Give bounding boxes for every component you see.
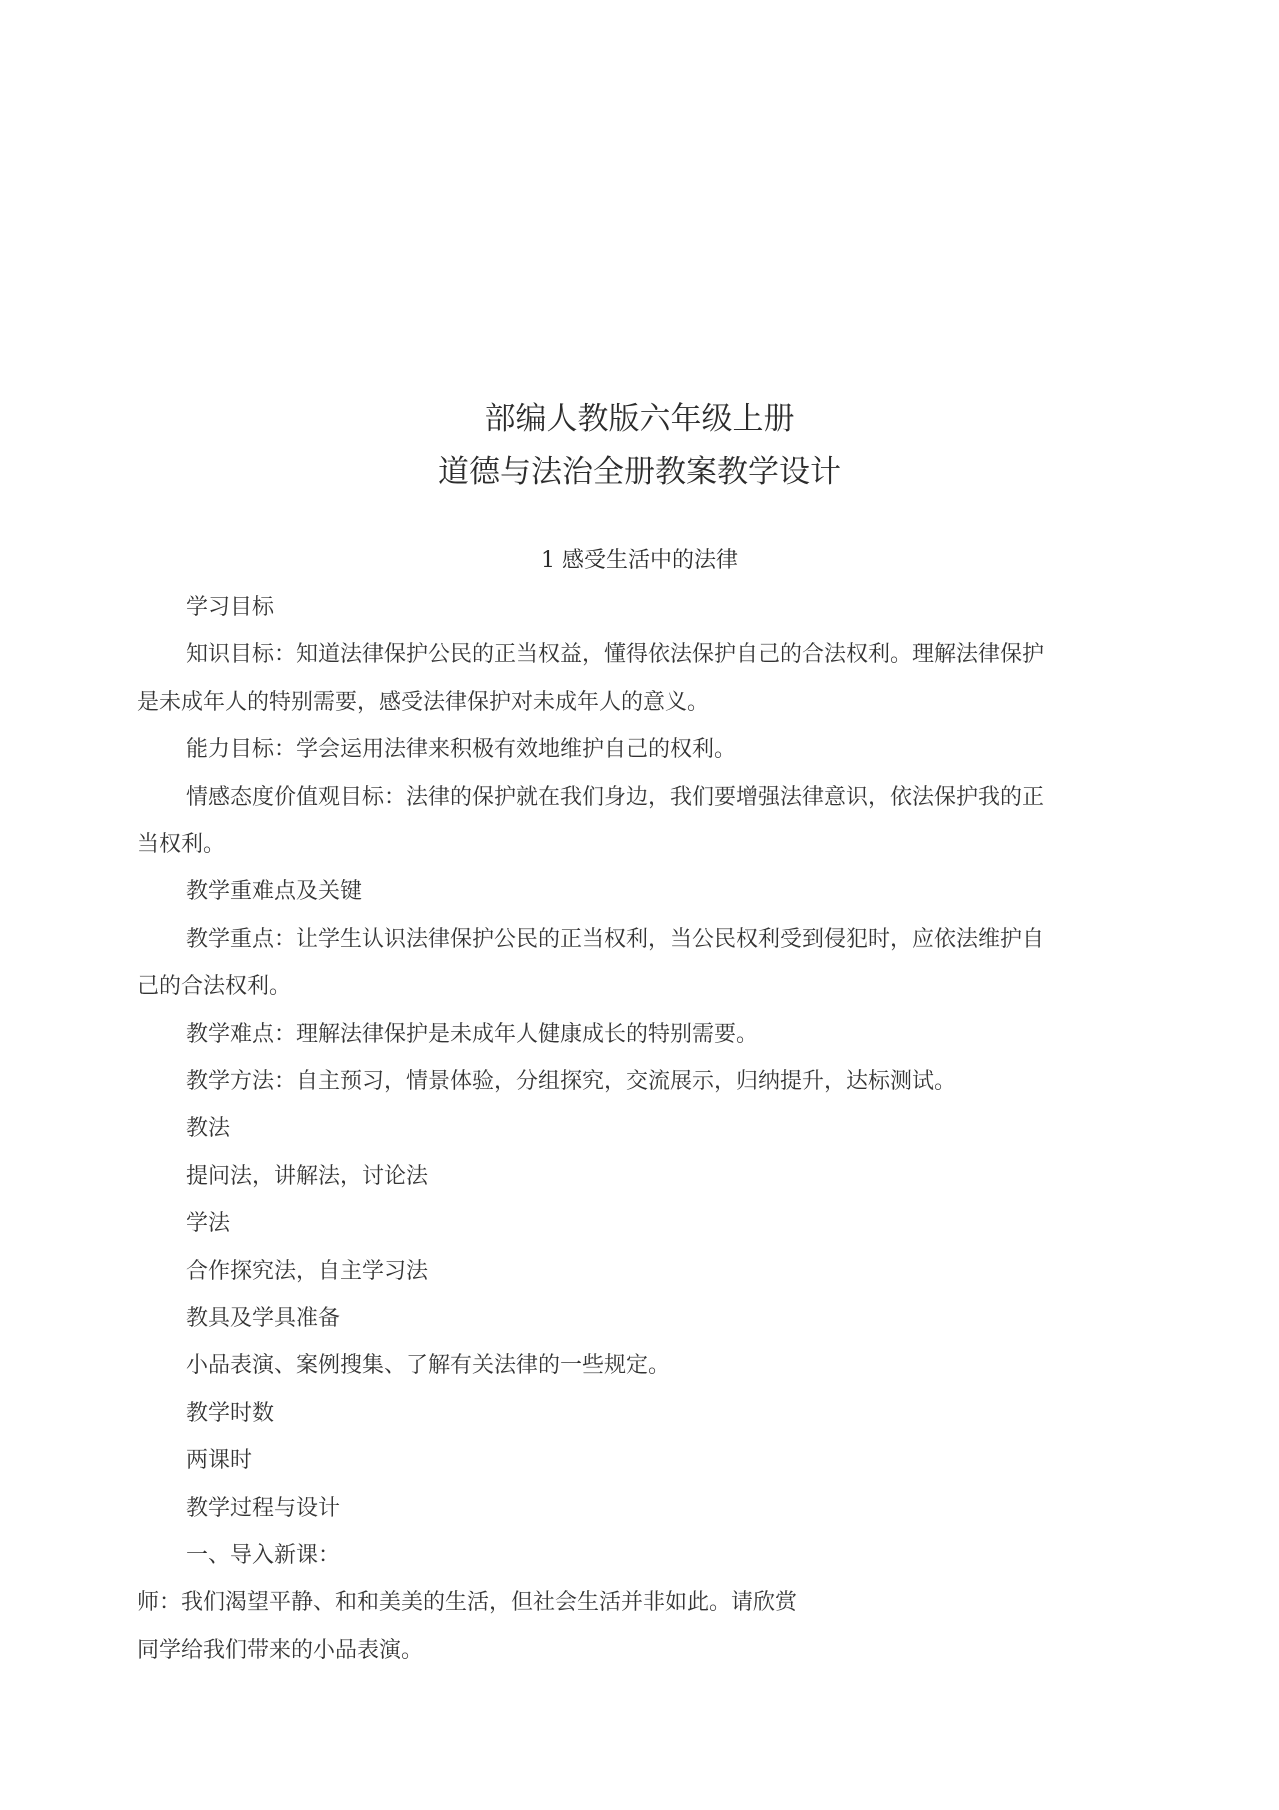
heading-learning-method: 学法 — [186, 1211, 231, 1236]
paragraph-line: 是未成年人的特别需要，感受法律保护对未成年人的意义。 — [137, 690, 710, 715]
paragraph-line: 能力目标：学会运用法律来积极有效地维护自己的权利。 — [186, 737, 737, 762]
heading-materials: 教具及学具准备 — [186, 1306, 341, 1331]
paragraph-line: 教学难点：理解法律保护是未成年人健康成长的特别需要。 — [186, 1022, 759, 1047]
paragraph-line: 两课时 — [186, 1448, 253, 1473]
paragraph-line: 教学重点：让学生认识法律保护公民的正当权利，当公民权利受到侵犯时，应依法维护自 — [186, 927, 1045, 952]
heading-learning-goals: 学习目标 — [186, 595, 275, 620]
paragraph-line: 提问法，讲解法，讨论法 — [186, 1164, 429, 1189]
paragraph-line: 知识目标：知道法律保护公民的正当权益，懂得依法保护自己的合法权利。理解法律保护 — [186, 642, 1045, 667]
paragraph-line: 合作探究法，自主学习法 — [186, 1259, 429, 1284]
paragraph-line: 同学给我们带来的小品表演。 — [137, 1638, 424, 1663]
paragraph-line: 己的合法权利。 — [137, 974, 292, 999]
paragraph-line: 小品表演、案例搜集、了解有关法律的一些规定。 — [186, 1353, 671, 1378]
heading-teaching-method: 教法 — [186, 1116, 231, 1141]
section-title: 1 感受生活中的法律 — [541, 548, 738, 573]
paragraph-line: 教学方法：自主预习，情景体验，分组探究，交流展示，归纳提升，达标测试。 — [186, 1069, 957, 1094]
heading-key-points: 教学重难点及关键 — [186, 879, 363, 904]
doc-title-line-2: 道德与法治全册教案教学设计 — [438, 454, 841, 490]
paragraph-line: 师：我们渴望平静、和和美美的生活，但社会生活并非如此。请欣赏 — [137, 1590, 798, 1615]
heading-class-hours: 教学时数 — [186, 1401, 275, 1426]
doc-title-line-1: 部编人教版六年级上册 — [484, 401, 795, 437]
paragraph-line: 情感态度价值观目标：法律的保护就在我们身边，我们要增强法律意识，依法保护我的正 — [186, 785, 1045, 810]
heading-intro: 一、导入新课： — [186, 1543, 341, 1568]
heading-process: 教学过程与设计 — [186, 1496, 341, 1521]
paragraph-line: 当权利。 — [137, 832, 226, 857]
